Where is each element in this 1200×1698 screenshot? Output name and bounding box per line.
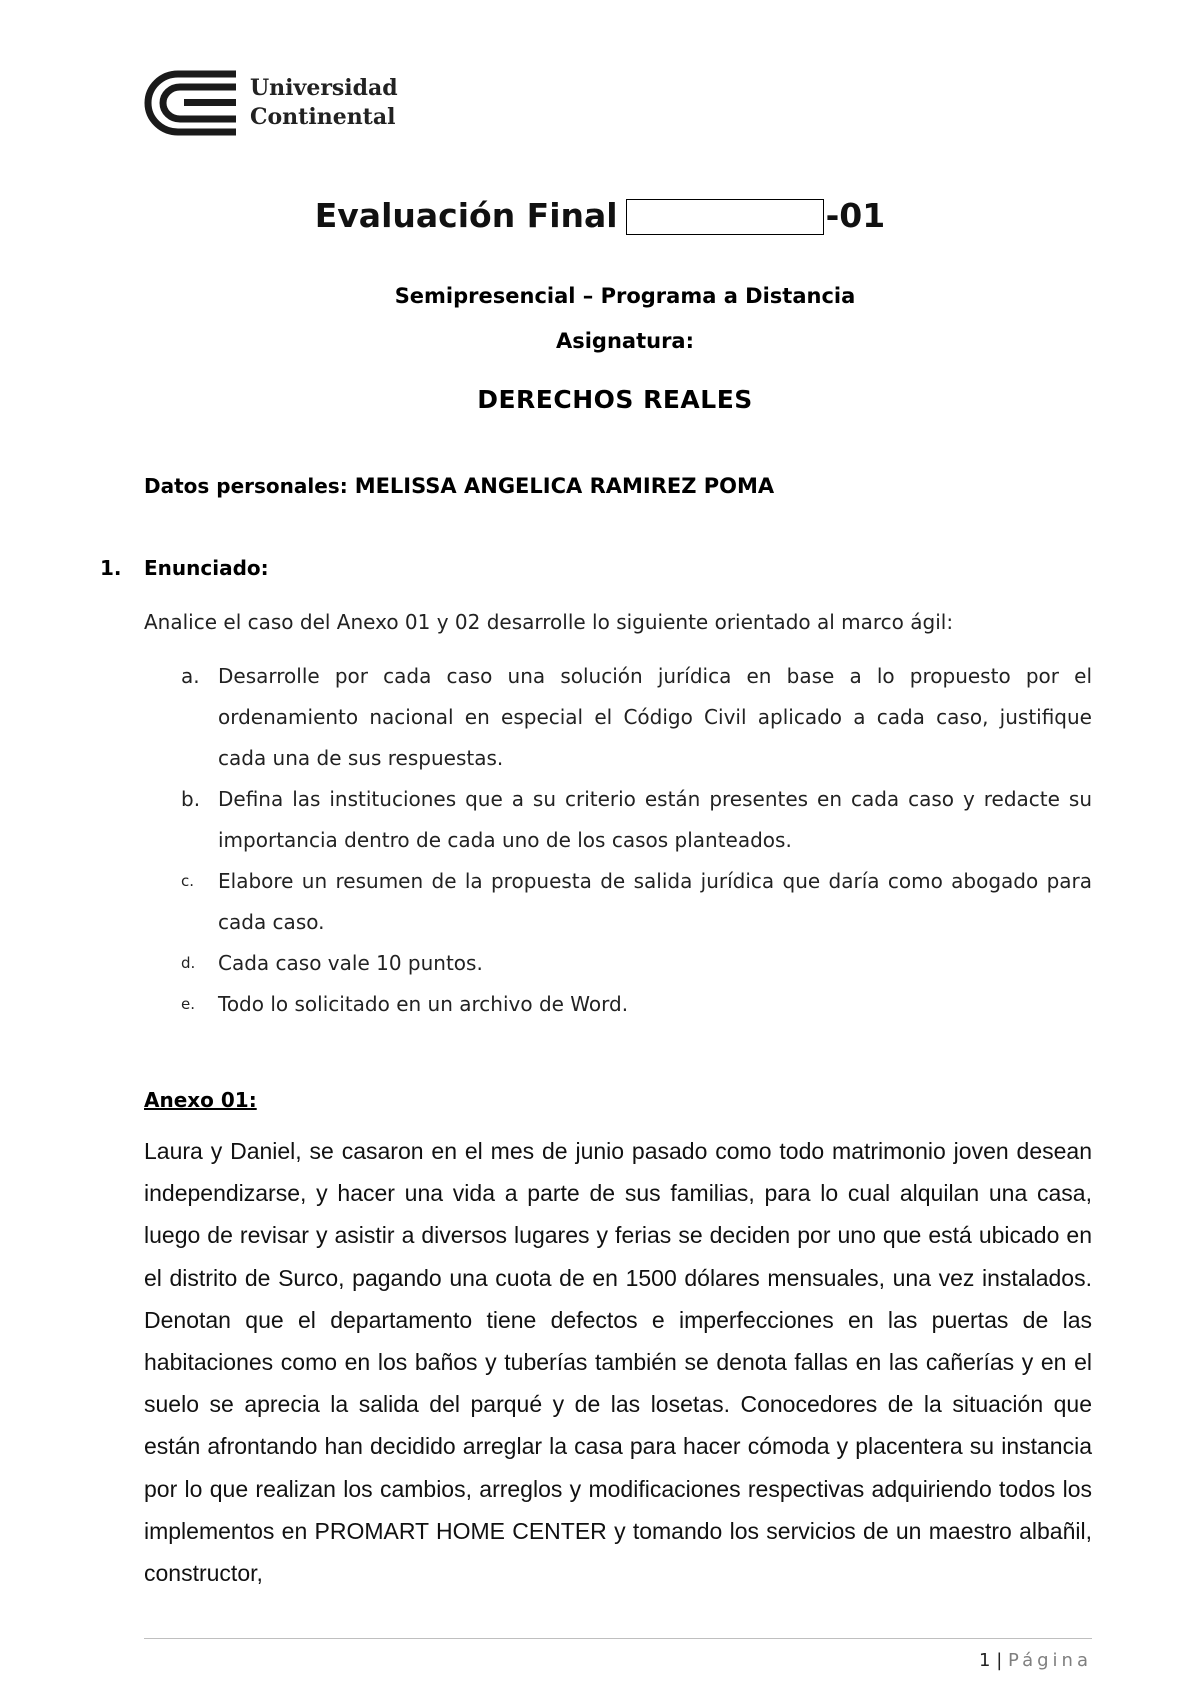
university-logo <box>144 70 398 136</box>
list-item <box>144 984 1092 1025</box>
list-text: Desarrolle por cada caso una solución jurídica en base a lo propuesto por el ordenamiento nacional en especial el Código Civil aplicado a cada caso, justifique cada una de sus respuestas. <box>218 664 1092 770</box>
anexo-heading: Anexo 01: <box>144 1088 257 1112</box>
anexo-paragraph: Laura y Daniel, se casaron en el mes de junio pasado como todo matrimonio joven desean independizarse, y hacer una vida a parte de sus familias, para lo cual alquilan una casa, luego de revisar y asistir a diversos lugares y ferias se deciden por uno que está ubicado en el distrito de Surco, pagando una cuota de en 1500 dólares mensuales, una vez instalados. Denotan que el departamento tiene defectos e imperfecciones en las puertas de las habitaciones como en los baños y tuberías también se denota fallas en las cañerías y en el suelo se aprecia la salida del parqué y de las losetas. Conocedores de la situación que están afrontando han decidido arreglar la casa para hacer cómoda y placentera su instancia por lo que realizan los cambios, arreglos y modificaciones respectivas adquiriendo todos los implementos en PROMART HOME CENTER y tomando los servicios de un maestro albañil, constructor, <box>144 1138 1092 1587</box>
list-item <box>144 656 1092 779</box>
course-name: DERECHOS REALES <box>477 385 753 414</box>
student-name: MELISSA ANGELICA RAMIREZ POMA <box>354 474 775 498</box>
asignatura-label: Asignatura: <box>555 329 695 353</box>
personal-data-label: Datos personales: <box>144 474 348 498</box>
list-marker: b. <box>181 787 201 811</box>
subtitle: Semipresencial – Programa a Distancia <box>394 284 856 308</box>
university-logo-icon <box>144 70 238 136</box>
logo-line-2: Continental <box>250 104 396 130</box>
list-marker: d. <box>181 954 196 972</box>
title-blank-field <box>626 199 824 235</box>
instruction-list <box>144 656 1092 1025</box>
title-prefix: Evaluación Final <box>314 196 618 235</box>
list-item <box>144 943 1092 984</box>
section-heading <box>100 556 269 580</box>
list-marker: e. <box>181 995 195 1013</box>
page-title <box>0 196 1200 235</box>
logo-line-1: Universidad <box>250 75 398 101</box>
list-marker: a. <box>181 664 200 688</box>
list-text: Defina las instituciones que a su criterio están presentes en cada caso y redacte su importancia dentro de cada uno de los casos planteados. <box>218 787 1092 852</box>
footer-separator: | <box>996 1650 1003 1671</box>
list-text: Todo lo solicitado en un archivo de Word. <box>218 992 629 1016</box>
list-marker: c. <box>181 872 195 890</box>
section-intro: Analice el caso del Anexo 01 y 02 desarrolle lo siguiente orientado al marco ágil: <box>144 610 954 634</box>
list-item <box>144 861 1092 943</box>
title-suffix: -01 <box>825 196 886 235</box>
section-title: Enunciado: <box>144 556 269 580</box>
list-text: Cada caso vale 10 puntos. <box>218 951 483 975</box>
list-text: Elabore un resumen de la propuesta de salida jurídica que daría como abogado para cada caso. <box>218 869 1092 934</box>
personal-data <box>144 474 774 498</box>
page-word: Página <box>1008 1650 1092 1671</box>
footer-divider <box>144 1638 1092 1639</box>
logo-text <box>250 74 398 132</box>
list-item <box>144 779 1092 861</box>
page-number: 1 <box>979 1650 991 1671</box>
section-number: 1. <box>100 556 122 580</box>
page-footer <box>979 1650 1092 1671</box>
